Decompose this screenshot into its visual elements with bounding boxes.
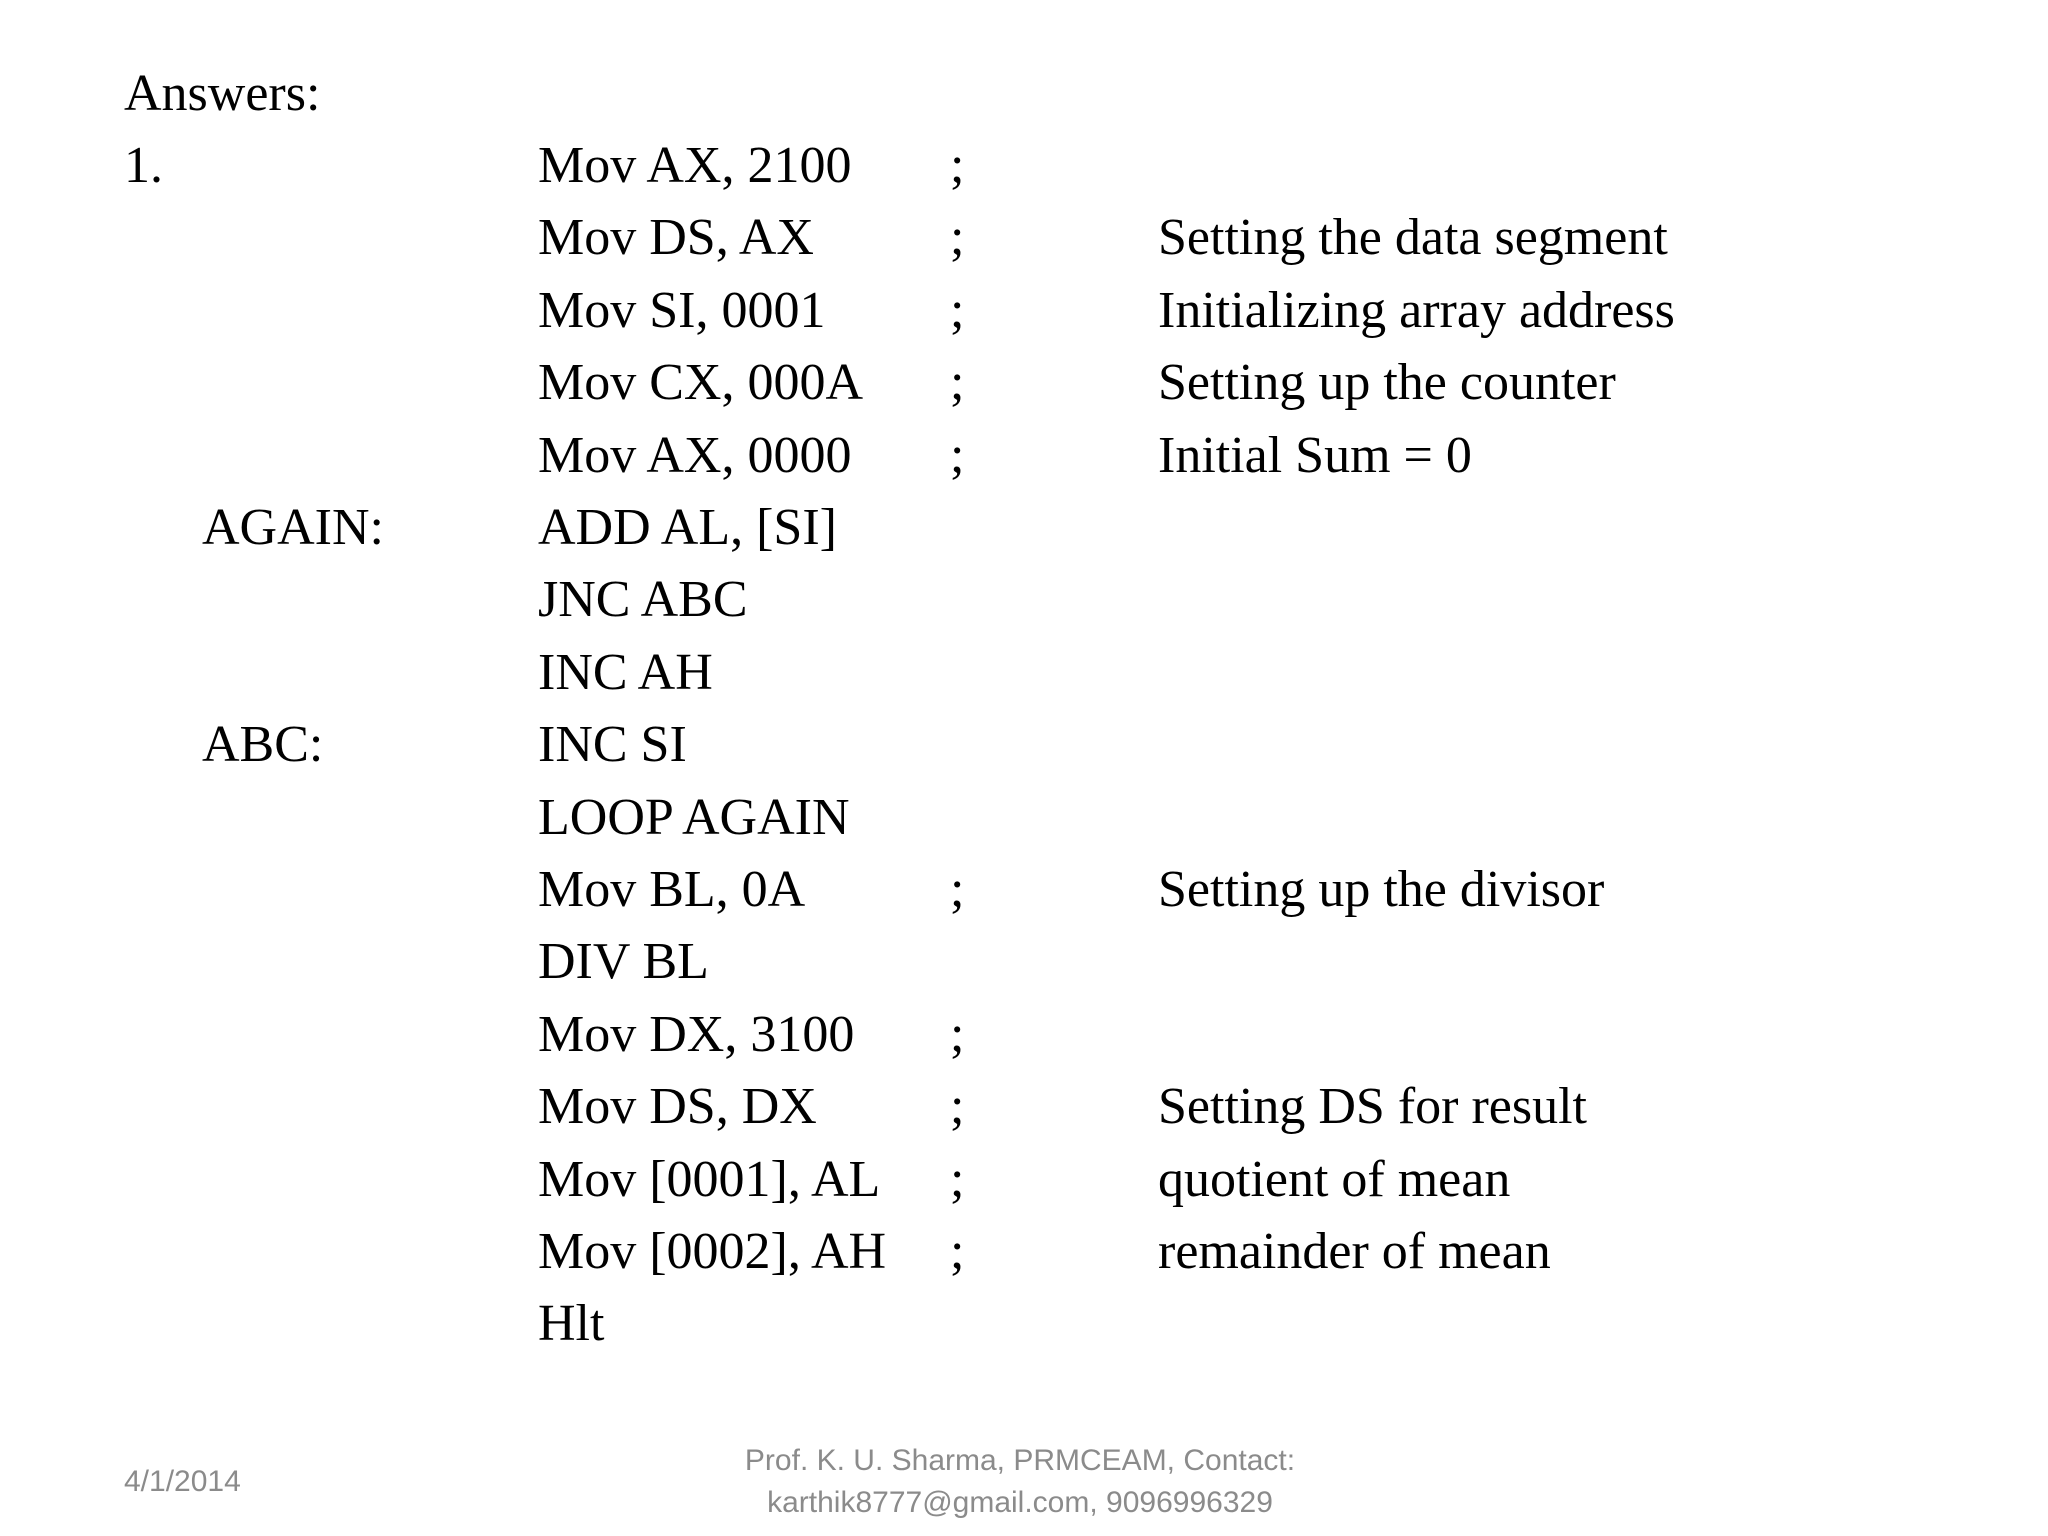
- code-instruction: Mov DS, DX: [538, 1078, 817, 1136]
- code-line: [0, 275, 2048, 347]
- code-line: [0, 420, 2048, 492]
- code-comment: Setting DS for result: [1158, 1078, 1587, 1136]
- code-instruction: Hlt: [538, 1295, 605, 1353]
- slide-heading: Answers:: [124, 65, 321, 122]
- code-instruction: Mov SI, 0001: [538, 281, 826, 339]
- code-separator: ;: [950, 1223, 965, 1280]
- code-separator: ;: [950, 354, 965, 412]
- code-instruction: INC AH: [538, 643, 713, 701]
- code-instruction: DIV BL: [538, 933, 709, 991]
- code-separator: ;: [950, 137, 965, 194]
- code-line: [0, 782, 2048, 854]
- code-separator: ;: [950, 1150, 965, 1208]
- code-instruction: Mov [0001], AL: [538, 1150, 881, 1208]
- code-separator: ;: [950, 281, 965, 339]
- footer-credit: [640, 1440, 1400, 1524]
- code-separator: ;: [950, 1078, 965, 1136]
- code-comment: Setting up the counter: [1158, 354, 1616, 412]
- code-comment: Setting up the divisor: [1158, 861, 1605, 918]
- code-label: AGAIN:: [202, 499, 384, 556]
- code-line: [0, 926, 2048, 998]
- code-line: [0, 1144, 2048, 1216]
- code-instruction: Mov BL, 0A: [538, 861, 806, 918]
- code-instruction: Mov AX, 2100: [538, 137, 852, 194]
- code-line: [0, 709, 2048, 781]
- code-comment: remainder of mean: [1158, 1223, 1551, 1280]
- code-instruction: Mov DS, AX: [538, 209, 814, 267]
- code-line: [0, 347, 2048, 419]
- code-line: [0, 999, 2048, 1071]
- code-line: [0, 130, 2048, 202]
- code-comment: Setting the data segment: [1158, 209, 1668, 267]
- code-separator: ;: [950, 426, 965, 484]
- code-line: [0, 1288, 2048, 1360]
- code-instruction: Mov CX, 000A: [538, 354, 864, 412]
- code-line: [0, 1071, 2048, 1143]
- footer-credit-line-2: karthik8777@gmail.com, 9096996329: [767, 1486, 1273, 1519]
- code-comment: Initial Sum = 0: [1158, 426, 1472, 484]
- code-instruction: JNC ABC: [538, 571, 748, 629]
- code-label: ABC:: [202, 716, 324, 774]
- code-line: [0, 564, 2048, 636]
- code-separator: ;: [950, 209, 965, 267]
- code-instruction: ADD AL, [SI]: [538, 499, 837, 556]
- code-instruction: INC SI: [538, 716, 687, 774]
- code-comment: quotient of mean: [1158, 1150, 1511, 1208]
- code-line: [0, 637, 2048, 709]
- answer-number: 1.: [124, 137, 163, 194]
- code-line: [0, 202, 2048, 274]
- code-instruction: Mov AX, 0000: [538, 426, 852, 484]
- code-line: [0, 492, 2048, 564]
- code-separator: ;: [950, 861, 965, 918]
- code-line: [0, 854, 2048, 926]
- code-instruction: LOOP AGAIN: [538, 788, 850, 846]
- code-instruction: Mov [0002], AH: [538, 1223, 887, 1280]
- code-comment: Initializing array address: [1158, 281, 1675, 339]
- code-line: [0, 1216, 2048, 1288]
- code-instruction: Mov DX, 3100: [538, 1005, 855, 1063]
- footer-date: 4/1/2014: [124, 1465, 241, 1498]
- footer-credit-line-1: Prof. K. U. Sharma, PRMCEAM, Contact:: [744, 1444, 1296, 1477]
- code-separator: ;: [950, 1005, 965, 1063]
